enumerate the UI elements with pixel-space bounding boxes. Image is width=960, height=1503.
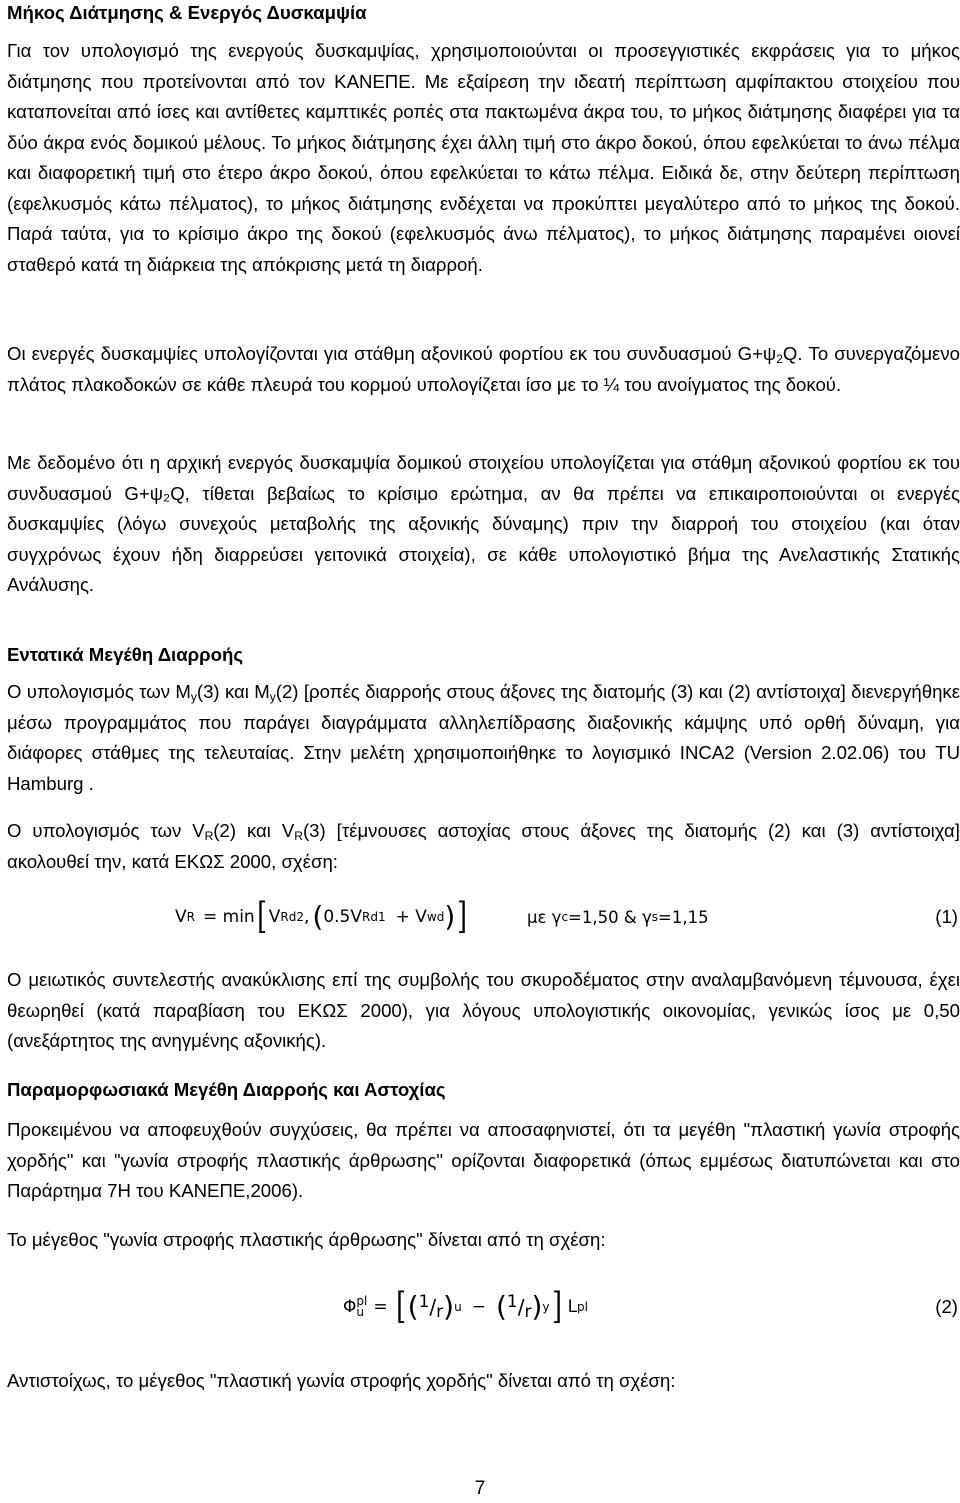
right-paren-2: ) — [443, 1290, 455, 1323]
paragraph-cyclic-reduction: Ο μειωτικός συντελεστής ανακύκλισης επί της συμβολής του σκυροδέματος στην αναλαμβανόμενη τέμνουσα, έχει θεωρηθεί (κατά παραβίαση του ΕΚΩΣ 2000), για λόγους υπολογιστικής οικονομίας, γενικώς ίσος με 0,50 (ανεξάρτητος της ανηγμένης αξονικής). — [7, 969, 960, 1051]
left-bracket: [ — [256, 896, 267, 937]
left-bracket-2: [ — [395, 1286, 406, 1327]
heading-deformation: Παραμορφωσιακά Μεγέθη Διαρροής και Αστοχίας — [7, 1079, 446, 1100]
heading-yield-forces: Εντατικά Μεγέθη Διαρροής — [7, 644, 244, 665]
right-paren: ) — [444, 900, 456, 933]
paragraph-chord-rotation-intro: Αντιστοίχως, το μέγεθος "πλαστική γωνία στροφής χορδής" δίνεται από τη σχέση: — [7, 1370, 676, 1391]
equation-2-formula: Φ pl u = [ ( 1 / r ) u − ( 1 / r ) y ] L pl — [343, 1286, 588, 1327]
right-paren-3: ) — [531, 1290, 543, 1323]
left-paren: ( — [312, 900, 324, 933]
section-title: Μήκος Διάτμησης & Ενεργός Δυσκαμψία — [7, 2, 367, 23]
paragraph-yield-moments: Ο υπολογισμός των $M_y(3)$ και $M_y(2)$ [ροπές διαρροής στους άξονες της διατομής (3) και (2) αντίστοιχα] διενεργήθηκε μέσω προγραμμάτος που παράγει διαγράμματα αλληλεπίδρασης διαξονικής κάμψης υπό ορθή δύναμη, για διάφορες στάθμες της τελευταίας. Στην μελέτη χρησιμοποιήθηκε το λογισμικό INCA2 (Version 2.02.06) του TU Hamburg . — [7, 681, 960, 794]
equation-1-condition: με γ c =1,50 & γ s =1,15 — [527, 907, 709, 927]
equation-1-formula: V R = min [ V Rd2 , ( 0.5V Rd1 + V wd ) ] — [175, 896, 468, 937]
equation-2-number: (2) — [935, 1296, 958, 1317]
paragraph-stiffness-update: Με δεδομένο ότι η αρχική ενεργός δυσκαμψία δομικού στοιχείου υπολογίζεται για στάθμη αξονικού φορτίου εκ του συνδυασμού G+ψ₂Q, τίθεται βεβαίως το κρίσιμο ερώτημα, αν θα πρέπει να επικαιροποιούνται οι ενεργές δυσκαμψίες (λόγω συνεχούς μεταβολής της αξονικής δύναμης) πριν την διαρροή του στοιχείου (και όταν συγχρόνως έχουν ήδη διαρρεύσει γειτονικά στοιχεία), σε κάθε υπολογιστικό βήμα της Ανελαστικής Στατικής Ανάλυσης. — [7, 452, 960, 595]
paragraph-effective-stiffness: Οι ενεργές δυσκαμψίες υπολογίζονται για στάθμη αξονικού φορτίου εκ του συνδυασμού $G+\psi_2Q$. Το συνεργαζόμενο πλάτος πλακοδοκών σε κάθε πλευρά του κορμού υπολογίζεται ίσο με το ¼ του ανοίγματος της δοκού. — [7, 343, 960, 395]
equation-1 — [7, 895, 960, 939]
paragraph-hinge-rotation-intro: Το μέγεθος "γωνία στροφής πλαστικής άρθρωσης" δίνεται από τη σχέση: — [7, 1229, 606, 1250]
left-paren-2: ( — [407, 1290, 419, 1323]
page-number: 7 — [474, 1478, 486, 1499]
equation-1-number: (1) — [935, 906, 958, 927]
paragraph-shear-length: Για τον υπολογισμό της ενεργούς δυσκαμψίας, χρησιμοποιούνται οι προσεγγιστικές εκφράσεις για το μήκος διάτμησης που προτείνονται από τον ΚΑΝΕΠΕ. Με εξαίρεση την ιδεατή περίπτωση αμφίπακτου στοιχείου που καταπονείται από ίσες και αντίθετες καμπτικές ροπές στα πακτωμένα άκρα του, το μήκος διάτμησης διαφέρει για τα δύο άκρα ενός δομικού μέλους. Το μήκος διάτμησης έχει άλλη τιμή στο άκρο δοκού, όπου εφελκύεται το άνω πέλμα και διαφορετική τιμή στο έτερο άκρο δοκού, όπου εφελκύεται το κάτω πέλμα. Ειδικά δε, στην δεύτερη περίπτωση (εφελκυσμός κάτω πέλματος), το μήκος διάτμησης ενδέχεται να προκύπτει μεγαλύτερο από το μήκος της δοκού. Παρά ταύτα, για το κρίσιμο άκρο της δοκού (εφελκυσμός άνω πέλματος), το μήκος διάτμησης παραμένει οιονεί σταθερό κατά τη διάρκεια της απόκρισης μετά τη διαρροή. — [7, 40, 960, 275]
paragraph-shear-resistance: Ο υπολογισμός των $V_R(2)$ και $V_R(3)$ [τέμνουσες αστοχίας στους άξονες της διατομής (2) και (3) αντίστοιχα] ακολουθεί την, κατά ΕΚΩΣ 2000, σχέση: — [7, 820, 960, 872]
paragraph-definitions: Προκειμένου να αποφευχθούν συγχύσεις, θα πρέπει να αποσαφηνιστεί, ότι τα μεγέθη "πλαστική γωνία στροφής χορδής" και "γωνία στροφής πλαστικής άρθρωσης" ορίζονται διαφορετικά (όπως εμμέσως διατυπώνεται και στο Παράρτημα 7Η του ΚΑΝΕΠΕ,2006). — [7, 1119, 960, 1201]
equation-2 — [7, 1285, 960, 1329]
right-bracket-2: ] — [551, 1286, 562, 1327]
right-bracket: ] — [457, 896, 468, 937]
left-paren-3: ( — [495, 1290, 507, 1323]
